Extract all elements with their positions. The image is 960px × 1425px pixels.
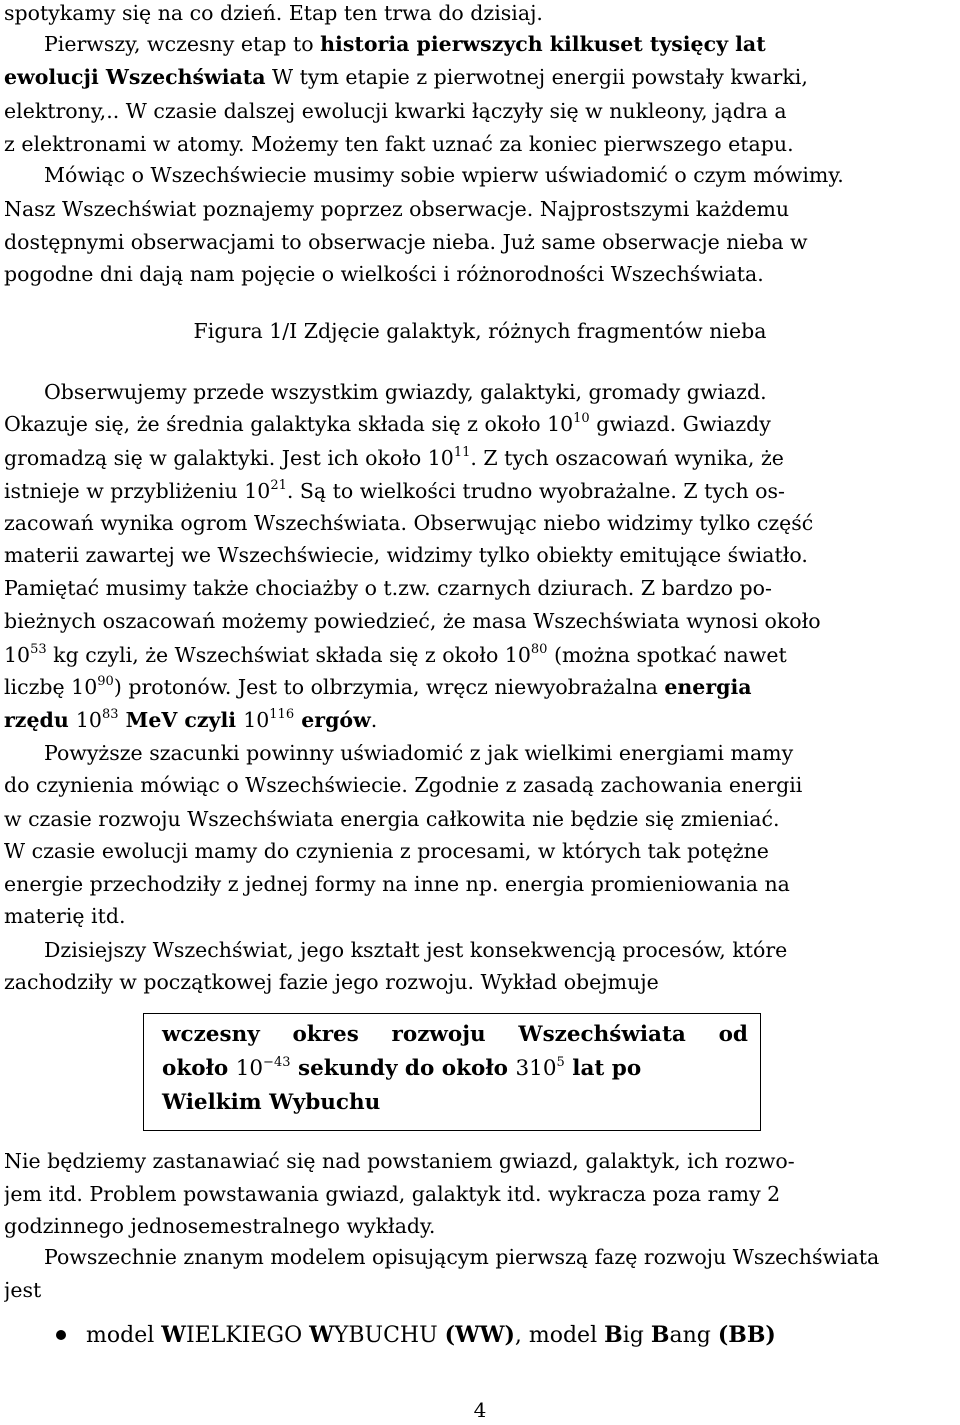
highlight-box (143, 1013, 761, 1131)
text-line: materię itd. (4, 904, 126, 928)
text-line: zacowań wynika ogrom Wszechświata. Obserwując niebo widzimy tylko część (4, 511, 814, 535)
text-line: zachodziły w początkowej fazie jego rozwoju. Wykład obejmuje (4, 970, 659, 994)
text-line: Pierwszy, wczesny etap to historia pierwszych kilkuset tysięcy lat (44, 32, 766, 56)
text-line: $10^{53}$ kg czyli, że Wszechświat składa się z około $10^{80}$ (można spotkać nawet (4, 642, 787, 667)
bullet-item: model WIELKIEGO WYBUCHU (WW), model Big Bang (BB) (86, 1322, 776, 1348)
text-line: istnieje w przybliżeniu $10^{21}$. Są to wielkości trudno wyobrażalne. Z tych os- (4, 478, 785, 503)
text-line: liczbę $10^{90}$) protonów. Jest to olbrzymia, wręcz niewyobrażalna energia (4, 674, 752, 699)
text-line: ewolucji Wszechświata W tym etapie z pierwotnej energii powstały kwarki, (4, 65, 808, 89)
text-line: Okazuje się, że średnia galaktyka składa się z około $10^{10}$ gwiazd. Gwiazdy (4, 411, 771, 436)
text-line: Dzisiejszy Wszechświat, jego kształt jest konsekwencją procesów, które (44, 938, 788, 962)
text-line: materii zawartej we Wszechświecie, widzimy tylko obiekty emitujące światło. (4, 543, 808, 567)
text-line: jem itd. Problem powstawania gwiazd, galaktyk itd. wykracza poza ramy 2 (4, 1182, 781, 1206)
text-line: elektrony,.. W czasie dalszej ewolucji kwarki łączyły się w nukleony, jądra a (4, 99, 787, 123)
text-line: Nasz Wszechświat poznajemy poprzez obserwacje. Najprostszymi każdemu (4, 197, 790, 221)
text-line: W czasie ewolucji mamy do czynienia z procesami, w których tak potężne (4, 839, 769, 863)
box-line: Wielkim Wybuchu (162, 1090, 381, 1115)
box-line: wczesny okres rozwoju Wszechświata od (162, 1022, 748, 1047)
text-line: dostępnymi obserwacjami to obserwacje nieba. Już same obserwacje nieba w (4, 230, 808, 254)
text-line: Obserwujemy przede wszystkim gwiazdy, galaktyki, gromady gwiazd. (44, 380, 767, 404)
text-line: Mówiąc o Wszechświecie musimy sobie wpierw uświadomić o czym mówimy. (44, 163, 844, 187)
text-line: bieżnych oszacowań możemy powiedzieć, że masa Wszechświata wynosi około (4, 609, 821, 633)
bullet-icon (56, 1330, 66, 1340)
text-line: jest (4, 1278, 42, 1302)
text-line: godzinnego jednosemestralnego wykłady. (4, 1214, 436, 1238)
text-line: w czasie rozwoju Wszechświata energia całkowita nie będzie się zmieniać. (4, 807, 780, 831)
bold-phrase: historia pierwszych kilkuset tysięcy lat (320, 32, 766, 56)
text-line: Powszechnie znanym modelem opisującym pierwszą fazę rozwoju Wszechświata (44, 1245, 880, 1269)
text-line: do czynienia mówiąc o Wszechświecie. Zgodnie z zasadą zachowania energii (4, 773, 803, 797)
text-line: rzędu $10^{83}$ MeV czyli $10^{116}$ ergów. (4, 707, 378, 732)
text-line: z elektronami w atomy. Możemy ten fakt uznać za koniec pierwszego etapu. (4, 132, 794, 156)
text-line: Pamiętać musimy także chociażby o t.zw. czarnych dziurach. Z bardzo po- (4, 576, 772, 600)
page-number: 4 (473, 1398, 487, 1422)
text-line: pogodne dni dają nam pojęcie o wielkości i różnorodności Wszechświata. (4, 262, 764, 286)
text-line: energie przechodziły z jednej formy na inne np. energia promieniowania na (4, 872, 790, 896)
box-line: około $10^{-43}$ sekundy do około $310^5$ lat po (162, 1055, 642, 1081)
text-line: spotykamy się na co dzień. Etap ten trwa do dzisiaj. (4, 1, 543, 25)
bold-phrase: ewolucji Wszechświata (4, 65, 266, 89)
text-line: Powyższe szacunki powinny uświadomić z jak wielkimi energiami mamy (44, 741, 794, 765)
figure-caption: Figura 1/I Zdjęcie galaktyk, różnych fragmentów nieba (193, 319, 767, 343)
bold-phrase: energia (664, 675, 752, 699)
text-line: Nie będziemy zastanawiać się nad powstaniem gwiazd, galaktyk, ich rozwo- (4, 1149, 795, 1173)
text-line: gromadzą się w galaktyki. Jest ich około $10^{11}$. Z tych oszacowań wynika, że (4, 445, 784, 470)
